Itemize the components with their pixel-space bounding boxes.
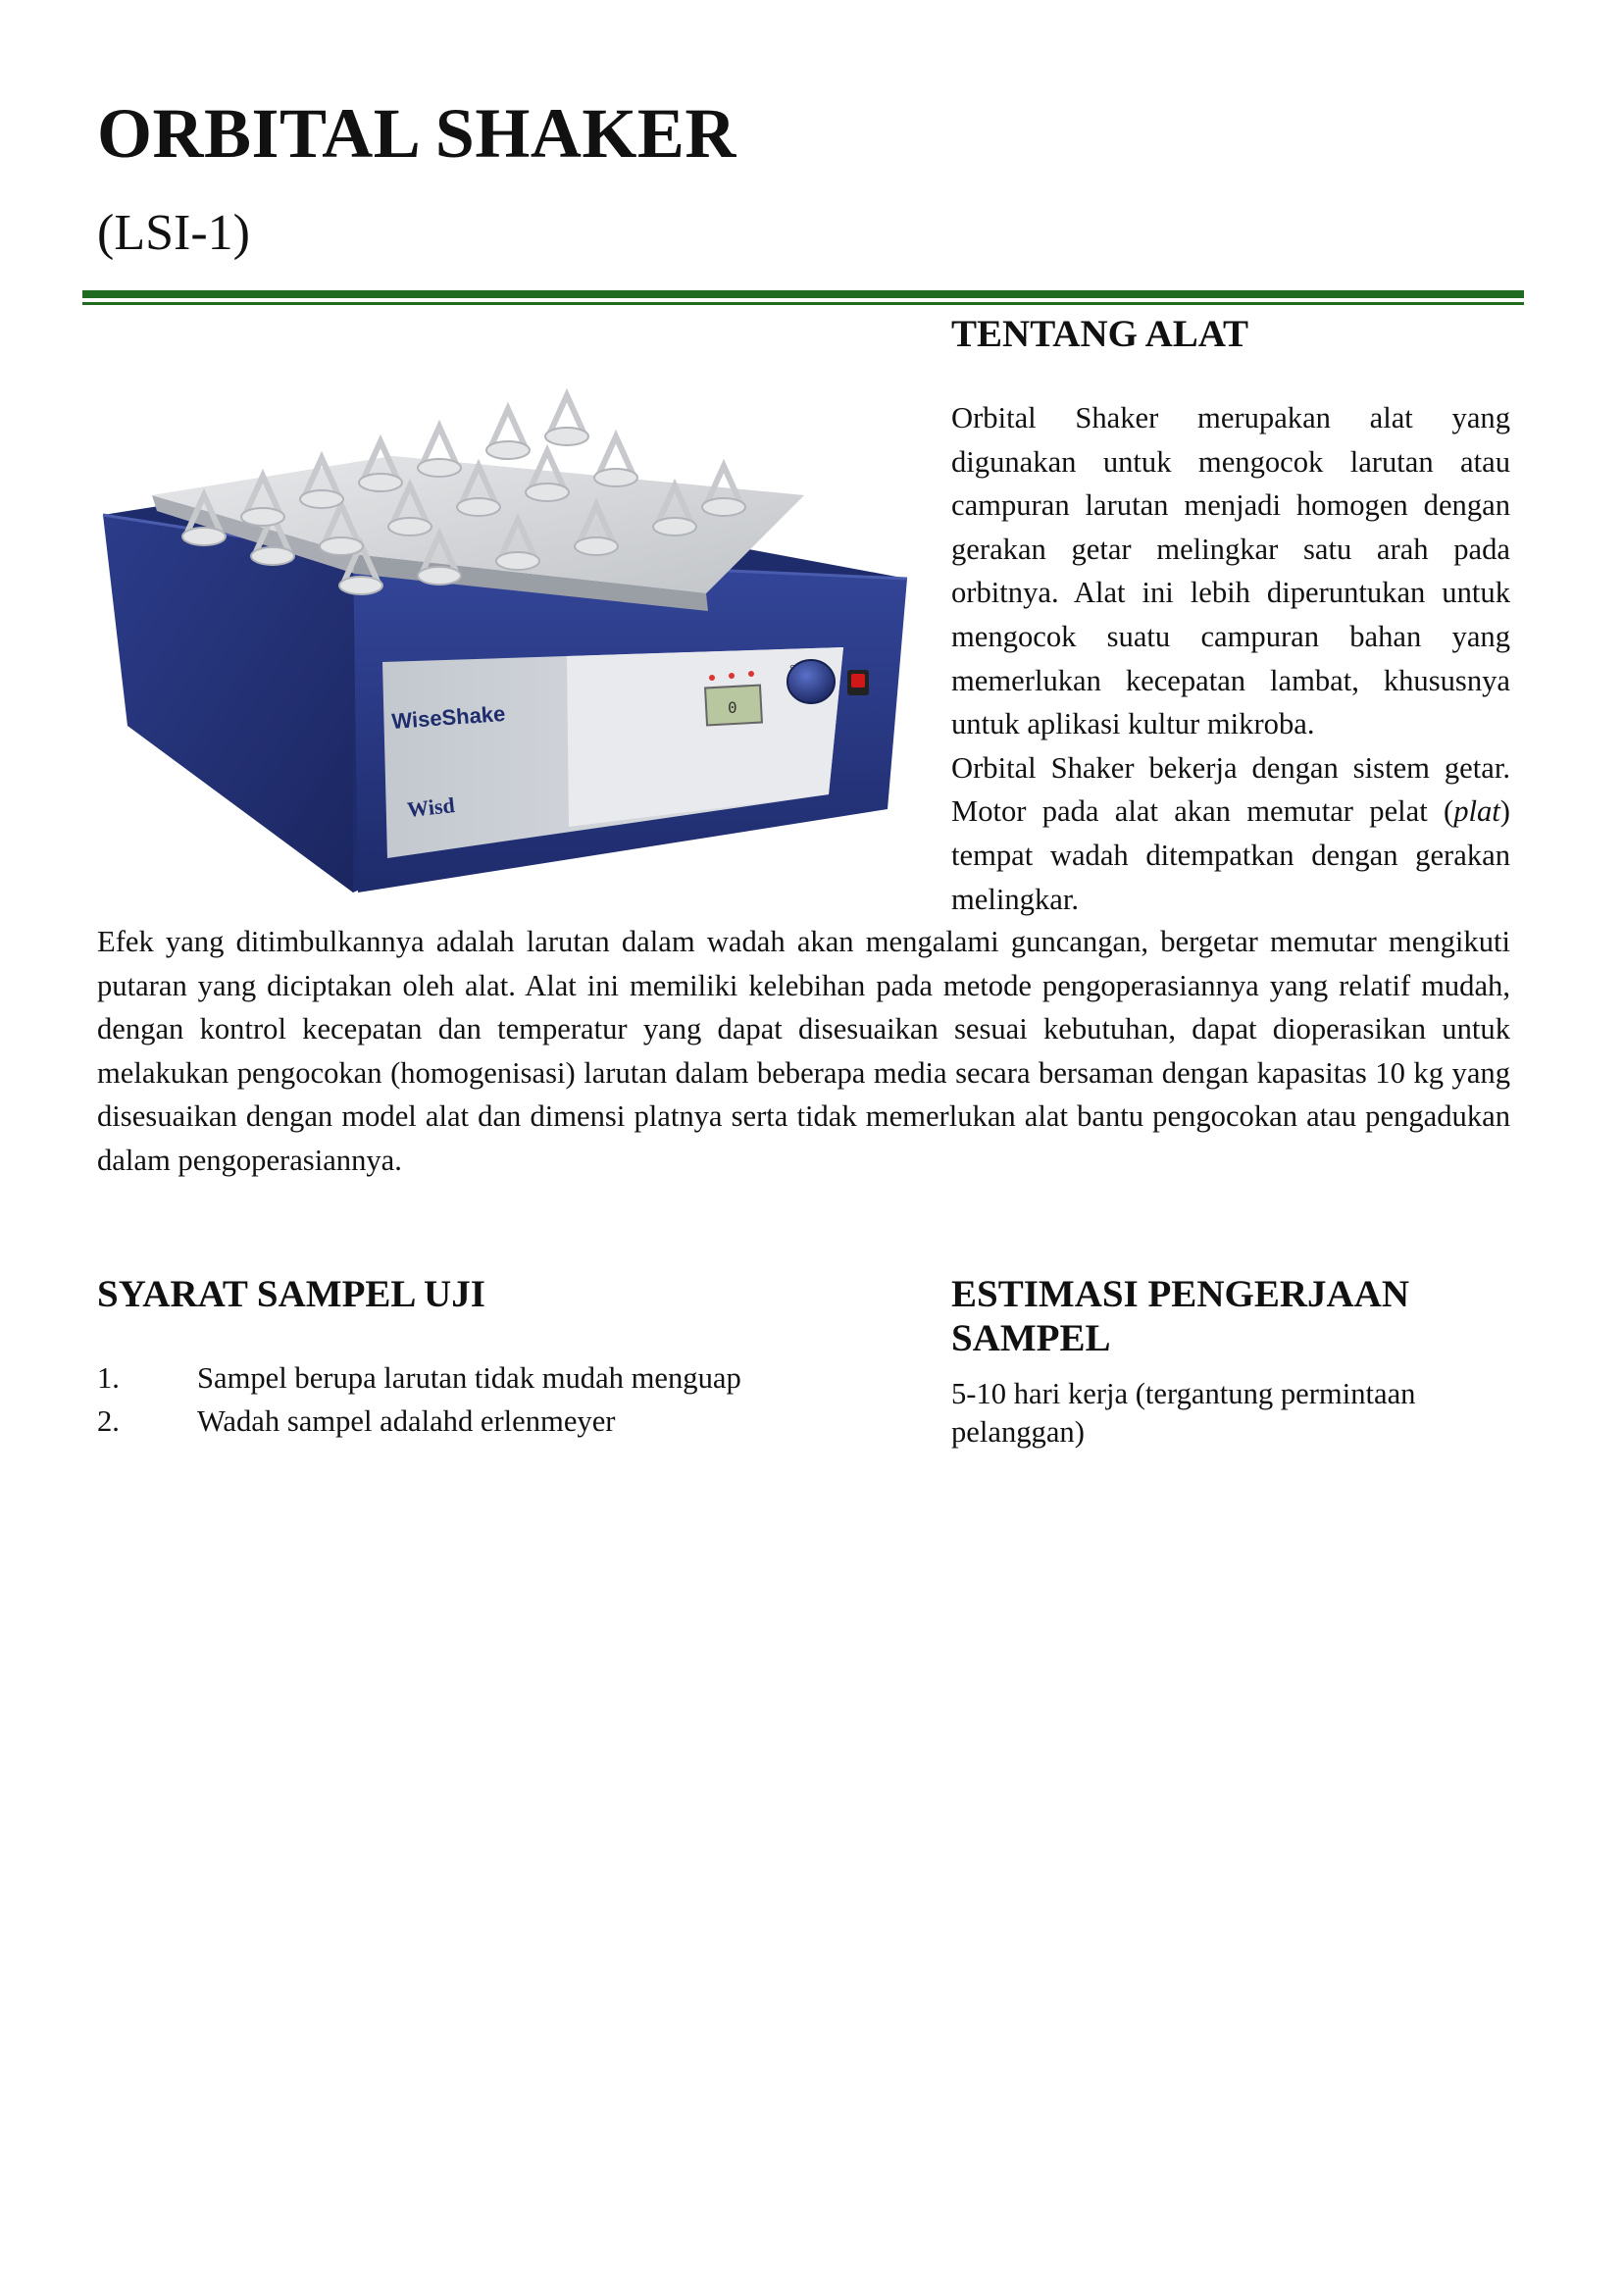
header-divider-thick <box>82 290 1524 298</box>
about-intro: Orbital Shaker merupakan alat yang digunakan untuk mengocok larutan atau campuran larutan menjadi homogen dengan gerakan getar melingkar satu arah pada orbitnya. Alat ini lebih diperuntukan untuk mengocok suatu campuran bahan yang memerlukan kecepatan lambat, khususnya untuk aplikasi kultur mikroba. <box>951 401 1510 741</box>
about-heading: TENTANG ALAT <box>951 313 1249 355</box>
maker-label: Wisd <box>405 792 456 822</box>
requirements-heading: SYARAT SAMPEL UJI <box>97 1273 485 1315</box>
list-number: 2. <box>97 1404 120 1438</box>
about-working-principle: Orbital Shaker bekerja dengan sistem getar. Motor pada alat akan memutar pelat (plat) tempat wadah ditempatkan dengan gerakan melingkar. <box>951 750 1510 916</box>
list-text: Sampel berupa larutan tidak mudah menguap <box>197 1361 741 1395</box>
list-number: 1. <box>97 1361 120 1395</box>
about-continuation: Efek yang ditimbulkannya adalah larutan dalam wadah akan mengalami guncangan, bergetar memutar mengikuti putaran yang diciptakan oleh alat. Alat ini memiliki kelebihan pada metode pengoperasiannya yang relatif mudah, dengan kontrol kecepatan dan temperatur yang dapat disesuaikan sesuai kebutuhan, dapat dioperasikan untuk melakukan pengocokan (homogenisasi) larutan dalam beberapa media secara bersaman dengan kapasitas 10 kg yang disesuaikan dengan model alat dan dimensi platnya serta tidak memerlukan alat bantu pengocokan atau pengadukan dalam pengoperasiannya. <box>97 925 1510 1177</box>
speed-knob <box>787 660 835 703</box>
orbital-shaker-photo <box>98 348 912 892</box>
list-item <box>97 1400 842 1443</box>
about-text <box>951 396 1510 921</box>
brand-label: WiseShake <box>390 700 507 734</box>
list-text: Wadah sampel adalahd erlenmeyer <box>197 1404 616 1438</box>
header-divider-thin <box>82 302 1524 305</box>
document-title: ORBITAL SHAKER <box>97 94 736 173</box>
estimate-text: 5-10 hari kerja (tergantung permintaan pelanggan) <box>951 1377 1416 1449</box>
estimate-heading: ESTIMASI PENGERJAAN SAMPEL <box>951 1273 1409 1359</box>
lcd-readout: 0 <box>728 698 737 717</box>
requirements-list <box>97 1356 842 1443</box>
list-item <box>97 1356 842 1400</box>
power-switch <box>851 674 865 688</box>
plat-term: plat <box>1453 794 1500 829</box>
device-code: (LSI-1) <box>97 205 250 261</box>
